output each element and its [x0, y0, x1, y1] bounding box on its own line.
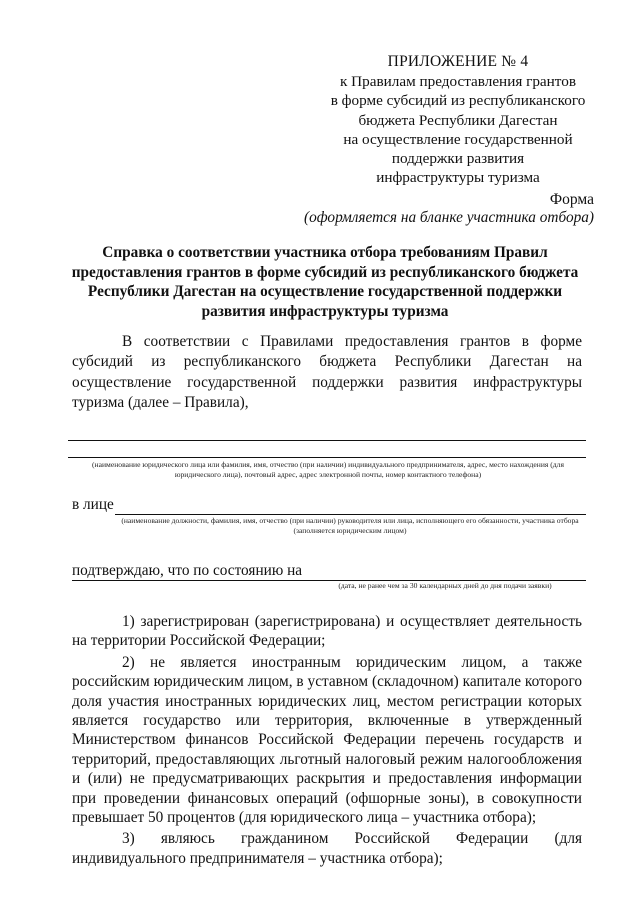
appendix-line: к Правилам предоставления грантов — [340, 73, 576, 90]
date-caption: (дата, не ранее чем за 30 календарных дней до дня подачи заявки) — [338, 581, 552, 590]
form-label: Форма — [549, 191, 594, 208]
person-label: в лице — [72, 496, 114, 513]
appendix-title: ПРИЛОЖЕНИЕ № 4 — [387, 53, 529, 70]
org-fill-line-2[interactable] — [68, 457, 586, 458]
confirm-label: подтверждаю, что по состоянию на — [72, 562, 303, 579]
appendix-line: в форме субсидий из республиканского — [330, 92, 586, 110]
form-note: (оформляется на бланке участника отбора) — [304, 209, 594, 226]
conditions-list — [72, 612, 582, 870]
org-caption: (наименование юридического лица или фамилия, имя, отчество (при наличии) индивидуального предпринимателя, адрес, место нахождения (для юридического лица), почтовый адрес, адрес электронной почты, номер контактного телефона) — [92, 460, 564, 479]
appendix-line: поддержки развития — [391, 150, 525, 168]
appendix-line: инфраструктуры туризма — [376, 169, 540, 187]
list-item: 3) являюсь гражданином Российской Федерации (для индивидуального предпринимателя – участника отбора); — [72, 830, 582, 867]
list-item: 2) не является иностранным юридическим лицом, а также российским юридическим лицом, в уставном (складочном) капитале которого доля участия иностранных юридических лиц, местом регистрации которых является государство или территория, включенные в утвержденный Министерством финансов Российской Федерации перечень государств и территорий, предоставляющих льготный налоговый режим налогообложения и (или) не предусматривающих раскрытия и предоставления информации при проведении финансовых операций (офшорные зоны), в совокупности превышает 50 процентов (для юридического лица – участника отбора); — [72, 653, 582, 827]
appendix-line: на осуществление государственной — [343, 130, 573, 148]
org-fill-line-1[interactable] — [68, 440, 586, 441]
person-fill-line[interactable] — [115, 514, 586, 515]
list-item: 1) зарегистрирован (зарегистрирована) и осуществляет деятельность на территории Российской Федерации; — [72, 613, 582, 650]
person-caption: (наименование должности, фамилия, имя, отчество (при наличии) руководителя или лица, исполняющего его обязанности, участника отбора (заполняется юридическим лицом) — [121, 516, 579, 535]
intro-paragraph: В соответствии с Правилами предоставления грантов в форме субсидий из республиканского бюджета Республики Дагестан на осуществление государственной поддержки развития инфраструктуры туризма (далее – Правила), — [72, 333, 582, 411]
document-heading: Справка о соответствии участника отбора требованиям Правил предоставления грантов в форме субсидий из республиканского бюджета Республики Дагестан на осуществление государственной поддержки развития инфраструктуры туризма — [71, 244, 579, 320]
appendix-line: бюджета Республики Дагестан — [358, 111, 558, 129]
appendix-block — [320, 52, 596, 188]
